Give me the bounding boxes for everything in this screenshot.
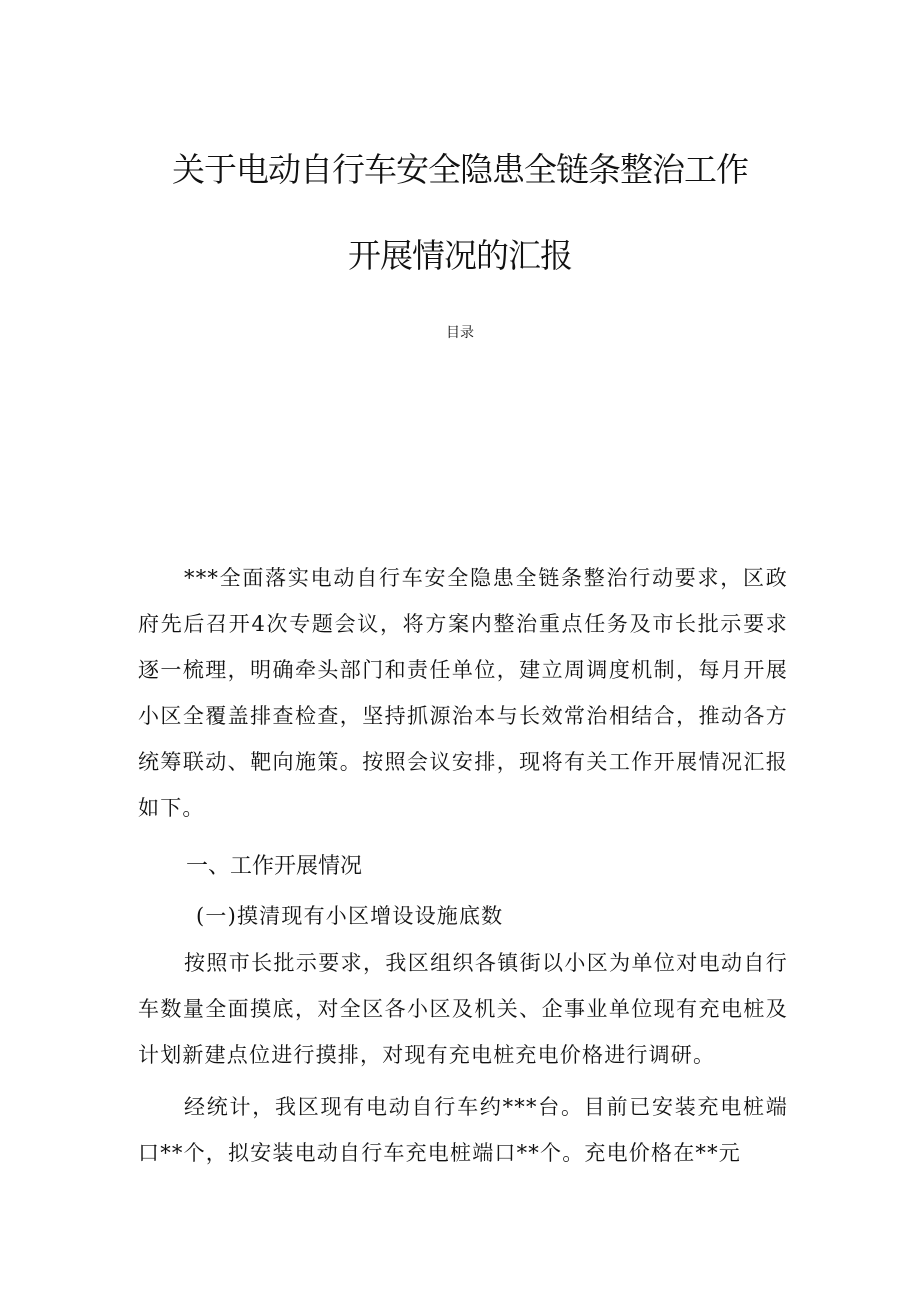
section-heading-1: 一、工作开展情况 bbox=[186, 854, 363, 879]
document-title-line-2: 开展情况的汇报 bbox=[348, 236, 572, 275]
subsection-heading-1: (一)摸清现有小区增设设施底数 bbox=[196, 904, 504, 928]
body-paragraph-3: 经统计，我区现有电动自行车约***台。目前已安装充电桩端口**个，拟安装电动自行车充电桩端口**个。充电价格在**元 bbox=[138, 1095, 788, 1165]
table-of-contents-label: 目录 bbox=[446, 325, 474, 341]
document-title-line-1: 关于电动自行车安全隐患全链条整治工作 bbox=[172, 150, 748, 189]
body-paragraph-2: 按照市长批示要求，我区组织各镇街以小区为单位对电动自行车数量全面摸底，对全区各小区及机关、企事业单位现有充电桩及计划新建点位进行摸排，对现有充电桩充电价格进行调研。 bbox=[138, 951, 788, 1067]
intro-paragraph: ***全面落实电动自行车安全隐患全链条整治行动要求，区政府先后召开4次专题会议，将方案内整治重点任务及市长批示要求逐一梳理，明确牵头部门和责任单位，建立周调度机制，每月开展小区全覆盖排查检查，坚持抓源治本与长效常治相结合，推动各方统筹联动、靶向施策。按照会议安排，现将有关工作开展情况汇报如下。 bbox=[138, 566, 788, 820]
